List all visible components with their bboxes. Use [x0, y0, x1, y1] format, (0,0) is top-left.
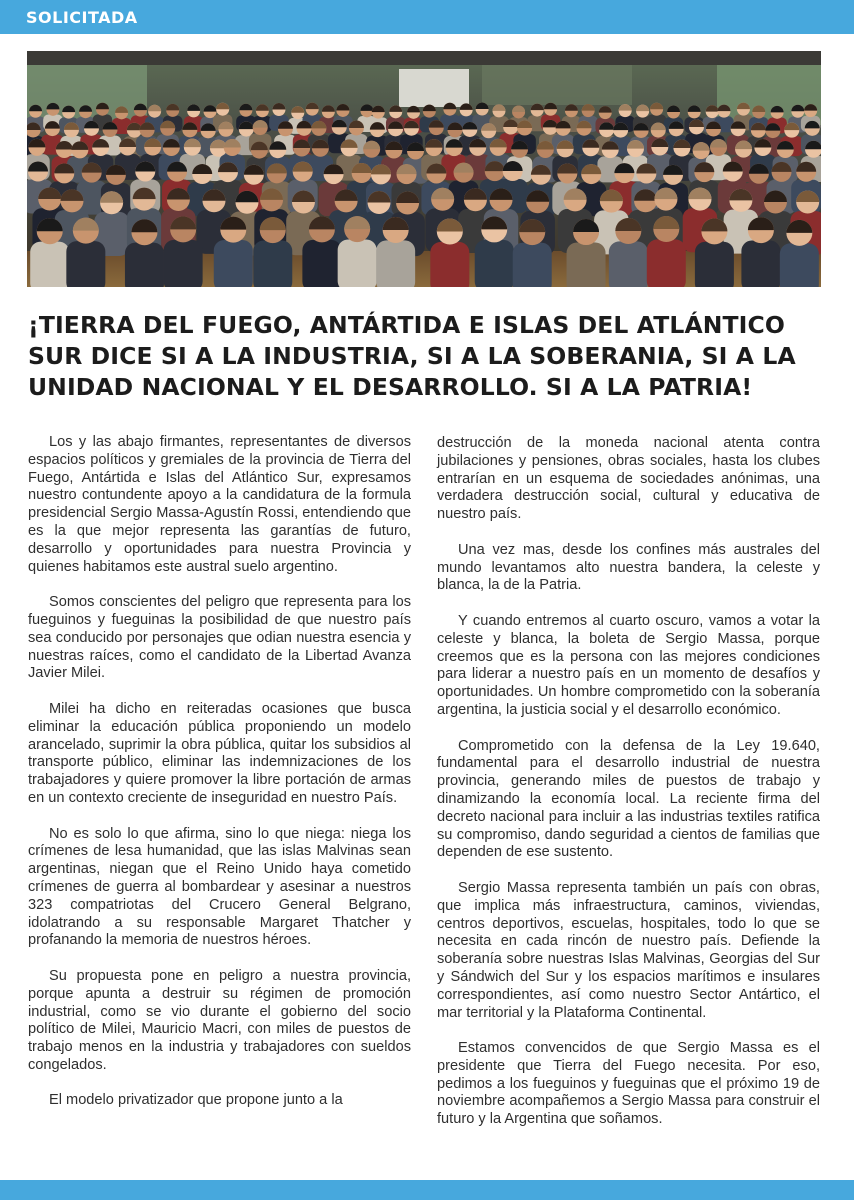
group-photo	[27, 51, 821, 287]
paragraph: Una vez mas, desde los confines más australes del mundo levantamos alto nuestra bandera, la celeste y blanca, la de la Patria.	[437, 541, 820, 594]
paragraph: Sergio Massa representa también un país con obras, que implica más infraestructura, caminos, viviendas, centros deportivos, escuelas, hospitales, todo lo que se necesita en cada rincón de nuestro país. Defiende la soberanía sobre nuestras Islas Malvinas, Georgias del Sur y Sándwich del Sur y los espacios marítimos e insulares correspondientes, así como nuestro Sector Antártico, el mar territorial y la Plataforma Continental.	[437, 879, 820, 1021]
text-column-right	[437, 435, 820, 1147]
paragraph: Su propuesta pone en peligro a nuestra provincia, porque apunta a destruir su régimen de promoción industrial, como se vio durante el gobierno del socio político de Milei, Mauricio Macri, con miles de puestos de trabajo menos en la industria y trabajadores con sueldos congelados.	[28, 967, 411, 1073]
paragraph: Y cuando entremos al cuarto oscuro, vamos a votar la celeste y blanca, la boleta de Sergio Massa, porque creemos que es la persona con las mejores condiciones para liderar a nuestro país en un momento de desafíos y oportunidades. Un hombre comprometido con la soberanía argentina, la justicia social y el desarrollo económico.	[437, 612, 820, 718]
person-body	[376, 240, 415, 287]
person-body	[164, 240, 203, 287]
person-body	[741, 241, 780, 287]
paragraph: Comprometido con la defensa de la Ley 19.640, fundamental para el desarrollo industrial de nuestra provincia, generando miles de puestos de trabajo y dinamizando la economía local. La reciente firma del decreto nacional para incluir a las industrias textiles ratifica su compromiso, dando seguridad a cientos de familias que dependen de ese sustento.	[437, 737, 820, 861]
person-body	[647, 239, 686, 287]
person-body	[253, 240, 292, 287]
person-body	[780, 243, 819, 287]
person-body	[430, 242, 469, 287]
paragraph: Estamos convencidos de que Sergio Massa es el presidente que Tierra del Fuego necesita. Por eso, pedimos a los fueguinos y fueguinas que el próximo 19 de noviembre acompañemos a Sergio Massa para construir el futuro y la Argentina que soñamos.	[437, 1040, 820, 1128]
paragraph: No es solo lo que afirma, sino lo que niega: niega los crímenes de lesa humanidad, que las islas Malvinas sean argentinas, niegan que el Reino Unido haya cometido crímenes de guerra al bombardear y asesinar a nuestros 323 compatriotas del Crucero General Belgrano, idolatrando a su responsable Margaret Thatcher y profanando la memoria de nuestros héroes.	[28, 825, 411, 949]
person-body	[66, 241, 105, 287]
person-body	[609, 241, 648, 287]
person-body	[125, 243, 164, 287]
text-column-left	[28, 434, 411, 1128]
person-body	[567, 242, 606, 287]
person-body	[475, 240, 514, 287]
person-body	[695, 242, 734, 287]
headline: ¡TIERRA DEL FUEGO, ANTÁRTIDA E ISLAS DEL ATLÁNTICO SUR DICE SI A LA INDUSTRIA, SI A LA SOBERANIA, SI A LA UNIDAD NACIONAL Y EL DESARROLLO. SI A LA PATRIA!	[28, 311, 796, 401]
paragraph-continuation: destrucción de la moneda nacional atenta contra jubilaciones y pensiones, obras sociales, hasta los clubes entrarían en un esquema de sociedades anónimas, una verdadera destrucción social, cultural y educativa de nuestro país.	[437, 435, 820, 523]
paragraph: Los y las abajo firmantes, representantes de diversos espacios políticos y gremiales de la provincia de Tierra del Fuego, Antártida e Islas del Atlántico Sur, expresamos nuestro contundente apoyo a la candidatura de la formula presidencial Sergio Massa-Agustín Rossi, entendiendo que es la que mejor representa las garantías de futuro, desarrollo y oportunidades para nuestra Provincia y quienes habitamos este austral suelo argentino.	[28, 434, 411, 575]
paragraph: Milei ha dicho en reiteradas ocasiones que busca eliminar la educación pública proponiendo un modelo arancelado, suprimir la obra pública, quitar los subsidios al transporte público, eliminar las indemnizaciones de los trabajadores y quiere promover la libre portación de armas en un contexto creciente de inseguridad en nuestro País.	[28, 700, 411, 806]
person-body	[513, 243, 552, 287]
section-label: SOLICITADA	[26, 8, 138, 27]
paragraph: Somos conscientes del peligro que representa para los fueguinos y fueguinas la posibilidad de que nuestro país sea conducido por personajes que odian nuestra esencia y nuestras raíces, como el candidato de la Libertad Avanza Javier Milei.	[28, 594, 411, 682]
footer-bar	[0, 1180, 854, 1200]
person-body	[214, 240, 253, 287]
paragraph: El modelo privatizador que propone junto a la	[49, 1092, 343, 1109]
person-body	[30, 242, 69, 287]
person-body	[338, 239, 377, 287]
header-bar	[0, 0, 854, 34]
person-body	[302, 240, 341, 287]
